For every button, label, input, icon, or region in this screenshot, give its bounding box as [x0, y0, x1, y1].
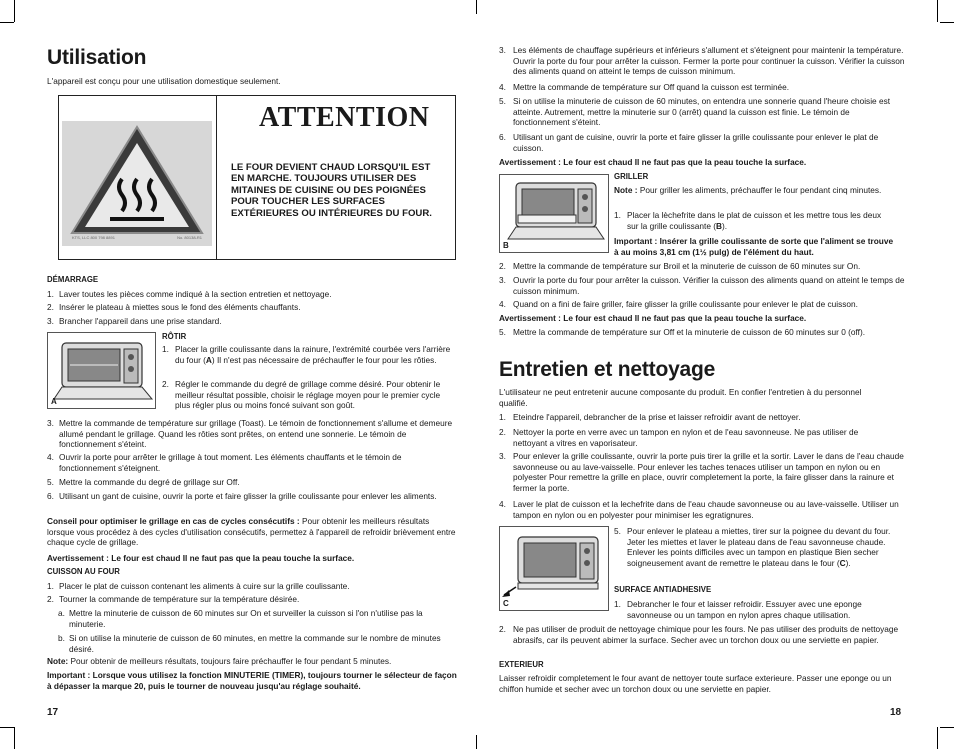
- section-title-entretien: Entretien et nettoyage: [499, 358, 716, 381]
- crop-mark: [14, 727, 15, 749]
- list-item: 2. Mettre la commande de température sur Broil et la minuterie de cuisson de 60 minutes sur On.: [499, 261, 861, 271]
- attention-text: LE FOUR DEVIENT CHAUD LORSQU'IL EST EN MARCHE. TOUJOURS UTILISER DES MITAINES DE CUISINE OU DES POIGNÉES POUR TOUCHER LES SURFACES EXTÉRIEURES OU INTÉRIEURES DU FOUR.: [231, 162, 432, 219]
- list-item: 6. Utilisant un gant de cuisine, ouvrir la porte et faire glisser la grille coulissante pour enlever le plat de cuisson.: [499, 132, 879, 153]
- crop-mark: [0, 727, 14, 728]
- list-item: 3. Les éléments de chauffage supérieurs et inférieurs s'allument et s'éteignent pour maintenir la température. Ouvrir la porte du four pour arrêter la cuisson. Fermer la porte pour continuer la cuisson. Vérifier la cuisson des aliments quand on atteint le temps de cuisson minimum.: [499, 45, 905, 77]
- list-item: 4. Mettre la commande de température sur Off quand la cuisson est terminée.: [499, 82, 790, 92]
- list-item: 1. Placer le plat de cuisson contenant les aliments à cuire sur la grille coulissante.: [47, 581, 350, 591]
- warning-text: Avertissement : Le four est chaud Il ne faut pas que la peau touche la surface.: [499, 313, 807, 323]
- hot-surface-warning-sign: [62, 121, 212, 246]
- list-item: 3. Ouvrir la porte du four pour arrêter la cuisson. Vérifier la cuisson des aliments quand on atteint le temps de cuisson minimum.: [499, 275, 905, 296]
- list-item: 3. Brancher l'appareil dans une prise standard.: [47, 316, 222, 326]
- list-item: 5. Si on utilise la minuterie de cuisson de 60 minutes, on entendra une sonnerie quand l'heure choisie est atteinte. Autrement, mettre la minuterie sur 0 (arrêt) quand la cuisson est finie. Le témoin de fonctionnement s'éteint.: [499, 96, 891, 128]
- hot-surface-icon: [62, 121, 212, 246]
- page-number-left: 17: [47, 707, 59, 718]
- cuisson-heading: CUISSON AU FOUR: [47, 567, 120, 576]
- crop-mark: [940, 727, 954, 728]
- utilisation-intro: L'appareil est conçu pour une utilisation domestique seulement.: [47, 76, 281, 86]
- warning-text: Avertissement : Le four est chaud Il ne faut pas que la peau touche la surface.: [47, 553, 355, 563]
- oven-illustration-b: [499, 174, 609, 253]
- list-item: a. Mettre la minuterie de cuisson de 60 minutes sur On et surveiller la cuisson si l'on n'utilise pas la minuterie.: [58, 608, 423, 629]
- entretien-intro: L'utilisateur ne peut entretenir aucune composante du produit. En confier l'entretien à du personnel qualifié.: [499, 387, 862, 408]
- conseil-paragraph: Conseil pour optimiser le grillage en cas de cycles consécutifs : Pour obtenir les meilleurs résultats lorsque vous procédez à des cycles d'utilisation consécutifs, permettez à l'appareil de refroidir brièvement entre chaque cycle de grillage.: [47, 516, 456, 548]
- crop-mark: [940, 22, 954, 23]
- griller-heading: GRILLER: [614, 172, 649, 181]
- crop-mark: [14, 0, 15, 22]
- rotir-heading: RÔTIR: [162, 332, 187, 341]
- oven-illustration-c: [499, 526, 609, 611]
- list-item: 4. Ouvrir la porte pour arrêter le grillage à tout moment. Les éléments chauffants et le témoin de fonctionnement s'éteignent.: [47, 452, 402, 473]
- figure-label-c: C: [503, 599, 509, 608]
- list-item: 1. Debrancher le four et laisser refroidir. Essuyer avec une eponge savonneuse ou un tampon en nylon apres chaque utilisation.: [614, 599, 862, 620]
- list-item: 2. Tourner la commande de température sur la température désirée.: [47, 594, 300, 604]
- list-item: 3. Pour enlever la grille coulissante, ouvrir la porte puis tirer la grille et la sortir. Laver le dans de l'eau chaude savonneuse ou au lave-vaisselle. Pour enlever les taches tenaces utiliser un tampon en nylon ou en polyester Pour remettre la grille en place, ouvrir completement la porte, la faire glisser dans la rainure et fermer la porte.: [499, 451, 904, 493]
- griller-note: Note : Pour griller les aliments, préchauffer le four pendant cinq minutes.: [614, 185, 882, 195]
- warning-text: Avertissement : Le four est chaud Il ne faut pas que la peau touche la surface.: [499, 157, 807, 167]
- list-item: 5. Mettre la commande de température sur Off et la minuterie de cuisson de 60 minutes sur 0 (off).: [499, 327, 866, 337]
- list-item: 4. Laver le plat de cuisson et la lechefrite dans de l'eau chaude savonneuse ou au lave-vaisselle. Utiliser un tampon en nylon ou en polyester pour minimiser les egratignures.: [499, 499, 899, 520]
- list-item: 1. Eteindre l'appareil, debrancher de la prise et laisser refroidir avant de nettoyer.: [499, 412, 801, 422]
- figure-label-a: A: [51, 397, 57, 406]
- list-item: 2. Insérer le plateau à miettes sous le fond des éléments chauffants.: [47, 302, 301, 312]
- list-item: 1. Laver toutes les pièces comme indiqué à la section entretien et nettoyage.: [47, 289, 332, 299]
- crop-mark: [937, 0, 938, 22]
- list-item: 4. Quand on a fini de faire griller, faire glisser la grille coulissante pour enlever le plat de cuisson.: [499, 299, 858, 309]
- list-item: 2. Nettoyer la porte en verre avec un tampon en nylon et de l'eau savonneuse. Ne pas utiliser de nettoyant a vitres en vaporisateur.: [499, 427, 859, 448]
- oven-illustration-a: [47, 332, 156, 409]
- attention-box: [58, 95, 456, 260]
- list-item: 6. Utilisant un gant de cuisine, ouvrir la porte et faire glisser la grille coulissante pour enlever les aliments.: [47, 491, 437, 501]
- list-item: 2. Ne pas utiliser de produit de nettoyage chimique pour les fours. Ne pas utiliser des produits de nettoyage abrasifs, car ils peuvent abimer la surface. Secher avec un torchon doux ou une serviette en papier.: [499, 624, 899, 645]
- page-number-right: 18: [890, 707, 902, 718]
- crop-mark: [937, 727, 938, 749]
- list-item: 3. Mettre la commande de température sur grillage (Toast). Le témoin de fonctionnement s'allume et demeure allumé pendant le grillage. Quand les rôties sont prêtes, on entend une sonnerie. Le témoin de fonctionnement s'éteint.: [47, 418, 453, 450]
- sign-manufacturer-text: KTS, LLC 800 798 8891: [72, 235, 115, 240]
- griller-important: Important : Insérer la grille coulissante de sorte que l'aliment se trouve à au moins 3,81 cm (1½ pulg) de l'élément du haut.: [614, 236, 894, 257]
- attention-divider: [216, 96, 217, 259]
- list-item: b. Si on utilise la minuterie de cuisson de 60 minutes, en mettre la commande sur le nombre de minutes désiré.: [58, 633, 441, 654]
- list-item: 1. Placer la grille coulissante dans la rainure, l'extrémité courbée vers l'arrière du four (A) Il n'est pas nécessaire de préchauffer le four pour les rôties.: [162, 344, 451, 365]
- surface-heading: SURFACE ANTIADHESIVE: [614, 585, 712, 594]
- list-item: 5. Mettre la commande du degré de grillage sur Off.: [47, 477, 240, 487]
- crop-mark: [0, 22, 14, 23]
- list-item: 5. Pour enlever le plateau a miettes, tirer sur la poignee du devant du four. Jeter les miettes et laver le plateau dans de l'eau savonneuse chaude. Enlever les points difficiles avec un tampon en plastique Bien secher soigneusement avant de remettre le plateau dans le four (C).: [614, 526, 891, 568]
- cuisson-important: Important : Lorsque vous utilisez la fonction MINUTERIE (TIMER), toujours tourner le sélecteur de façon à dépasser la marque 20, puis le tourner de nouveau jusqu'au réglage souhaité.: [47, 670, 457, 691]
- cuisson-note: Note: Pour obtenir de meilleurs résultats, toujours faire préchauffer le four pendant 5 minutes.: [47, 656, 392, 666]
- center-fold-mark: [476, 735, 477, 749]
- sign-code-text: No. 80138-R1: [177, 235, 202, 240]
- figure-label-b: B: [503, 241, 509, 250]
- demarrage-heading: DÉMARRAGE: [47, 275, 99, 284]
- exterieur-text: Laisser refroidir completement le four avant de nettoyer toute surface exterieure. Passer une eponge ou un chiffon humide et secher avec un torchon doux ou une serviette en papier.: [499, 673, 892, 694]
- section-title-utilisation: Utilisation: [47, 46, 147, 69]
- center-fold-mark: [476, 0, 477, 14]
- exterieur-heading: EXTERIEUR: [499, 660, 544, 669]
- list-item: 1. Placer la lèchefrite dans le plat de cuisson et les mettre tous les deux sur la grille coulissante (B).: [614, 210, 882, 231]
- list-item: 2. Régler le commande du degré de grillage comme désiré. Pour obtenir le meilleur résultat possible, choisir le réglage moyen pour le premier cycle plus régler plus ou moins foncé suivant son goût.: [162, 379, 441, 411]
- attention-title: ATTENTION: [259, 102, 430, 133]
